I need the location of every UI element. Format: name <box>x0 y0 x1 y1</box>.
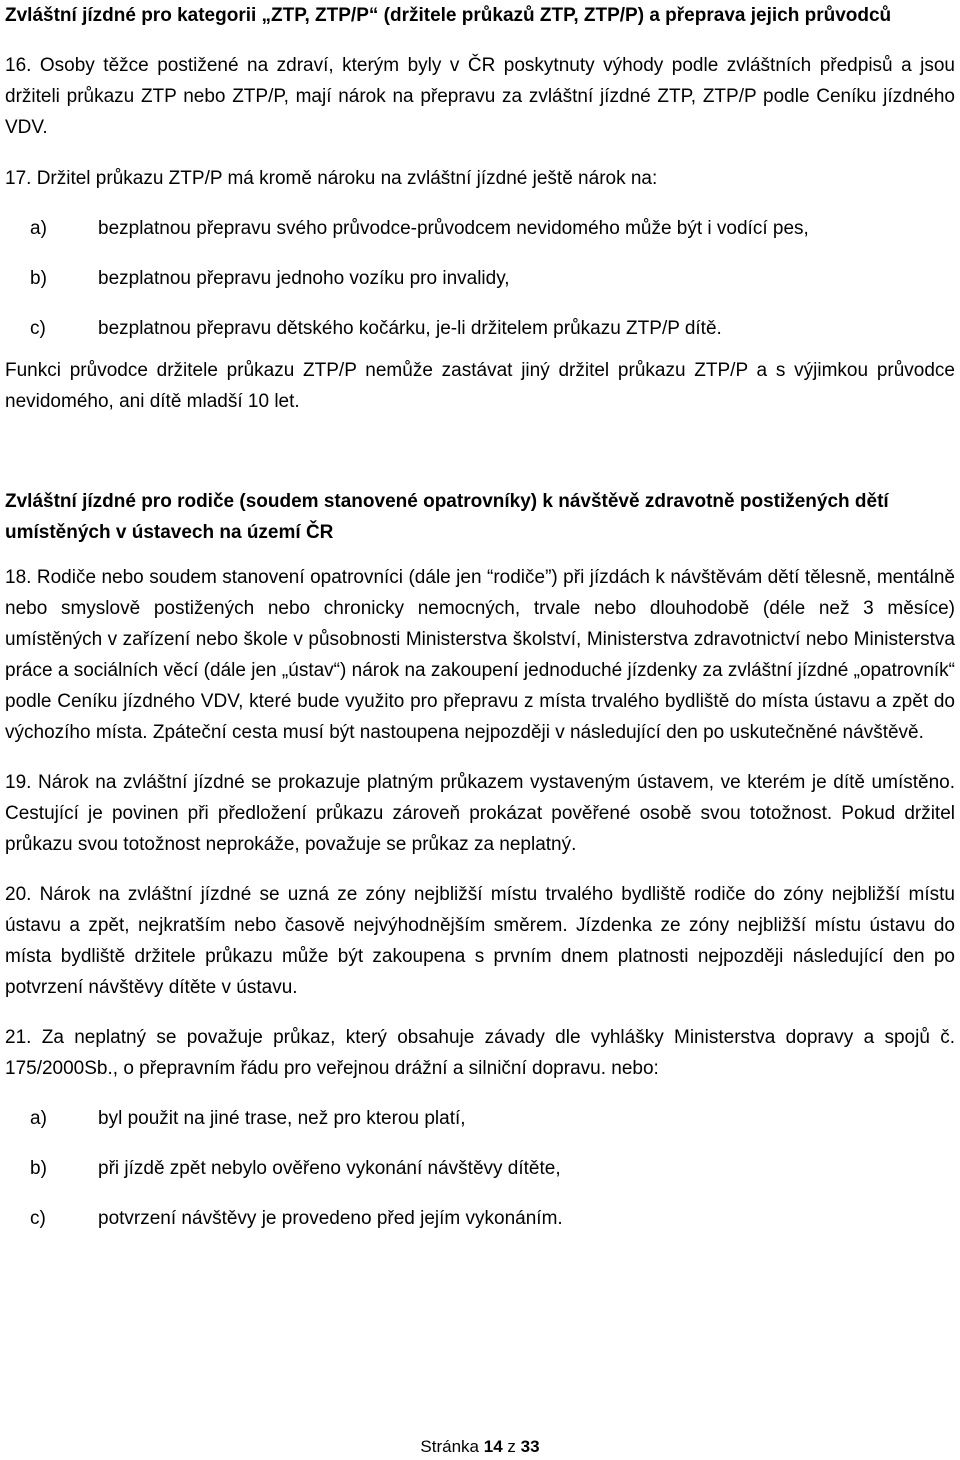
list-item-text: potvrzení návštěvy je provedeno před jejím vykonáním. <box>98 1208 563 1229</box>
paragraph-19: 19. Nárok na zvláštní jízdné se prokazuje platným průkazem vystaveným ústavem, ve kterém je dítě umístěno. Cestující je povinen při předložení průkazu zároveň prokázat pověřené osobě svou totožnost. Pokud držitel průkazu svou totožnost neprokáže, považuje se průkaz za neplatný. <box>5 772 955 855</box>
page-label: Stránka <box>420 1437 480 1456</box>
list-item <box>5 1153 955 1184</box>
list-item <box>5 1103 955 1134</box>
list-item-marker: a) <box>30 1108 47 1129</box>
list-item-text: bezplatnou přepravu jednoho vozíku pro invalidy, <box>98 268 510 289</box>
document-page <box>5 0 955 1234</box>
list-item-text: byl použit na jiné trase, než pro kterou platí, <box>98 1108 466 1129</box>
list-item-marker: b) <box>30 1158 47 1179</box>
list-item-marker: c) <box>30 318 46 339</box>
list-item-marker: a) <box>30 218 47 239</box>
paragraph-17: 17. Držitel průkazu ZTP/P má kromě nároku na zvláštní jízdné ještě nárok na: <box>5 168 658 189</box>
section-heading-ztp: Zvláštní jízdné pro kategorii „ZTP, ZTP/P“ (držitele průkazů ZTP, ZTP/P) a přeprava jejich průvodců <box>5 5 892 26</box>
list-21 <box>5 1103 955 1234</box>
paragraph-18: 18. Rodiče nebo soudem stanovení opatrovníci (dále jen “rodiče”) při jízdách k návštěvám dětí tělesně, mentálně nebo smyslově postižených nebo chronicky nemocných, trvale nebo dlouhodobě (déle než 3 měsíce) umístěných v zařízení nebo škole v působnosti Ministerstva školství, Ministerstva zdravotnictví nebo Ministerstva práce a sociálních věcí (dále jen „ústav“) nárok na zakoupení jednoduché jízdenky za zvláštní jízdné „opatrovník“ podle Ceníku jízdného VDV, které bude využito pro přepravu z místa trvalého bydliště do místa ústavu a zpět do výchozího místa. Zpáteční cesta musí být nastoupena nejpozději v následující den po uskutečněné návštěvě. <box>5 567 955 743</box>
list-item <box>5 313 955 344</box>
list-17 <box>5 213 955 344</box>
list-item <box>5 263 955 294</box>
paragraph-21: 21. Za neplatný se považuje průkaz, který obsahuje závady dle vyhlášky Ministerstva dopravy a spojů č. 175/2000Sb., o přepravním řádu pro veřejnou drážní a silniční dopravu. nebo: <box>5 1027 955 1079</box>
list-item-text: bezplatnou přepravu dětského kočárku, je-li držitelem průkazu ZTP/P dítě. <box>98 318 722 339</box>
page-separator: z <box>507 1437 516 1456</box>
list-item-text: při jízdě zpět nebylo ověřeno vykonání návštěvy dítěte, <box>98 1158 561 1179</box>
list-item <box>5 1203 955 1234</box>
page-total: 33 <box>520 1437 540 1456</box>
list-item-marker: b) <box>30 268 47 289</box>
paragraph-16: 16. Osoby těžce postižené na zdraví, kterým byly v ČR poskytnuty výhody podle zvláštních předpisů a jsou držiteli průkazu ZTP nebo ZTP/P, mají nárok na přepravu za zvláštní jízdné ZTP, ZTP/P podle Ceníku jízdného VDV. <box>5 55 955 138</box>
page-footer <box>0 1436 960 1458</box>
list-item-text: bezplatnou přepravu svého průvodce-průvodcem nevidomého může být i vodící pes, <box>98 218 809 239</box>
list-item-marker: c) <box>30 1208 46 1229</box>
list-item <box>5 213 955 244</box>
page-current: 14 <box>483 1437 503 1456</box>
section-heading-rodice: Zvláštní jízdné pro rodiče (soudem stanovené opatrovníky) k návštěvě zdravotně postižených dětí umístěných v ústavech na území ČR <box>5 491 889 543</box>
paragraph-funkci-pruvodce: Funkci průvodce držitele průkazu ZTP/P nemůže zastávat jiný držitel průkazu ZTP/P a s výjimkou průvodce nevidomého, ani dítě mladší 10 let. <box>5 360 955 412</box>
paragraph-20: 20. Nárok na zvláštní jízdné se uzná ze zóny nejbližší místu trvalého bydliště rodiče do zóny nejbližší místu ústavu a zpět, nejkratším nebo časově nejvýhodnějším směrem. Jízdenka ze zóny nejbližší místu ústavu do místa bydliště držitele průkazu může být zakoupena s prvním dnem platnosti nejpozději následující den po potvrzení návštěvy dítěte v ústavu. <box>5 884 955 998</box>
